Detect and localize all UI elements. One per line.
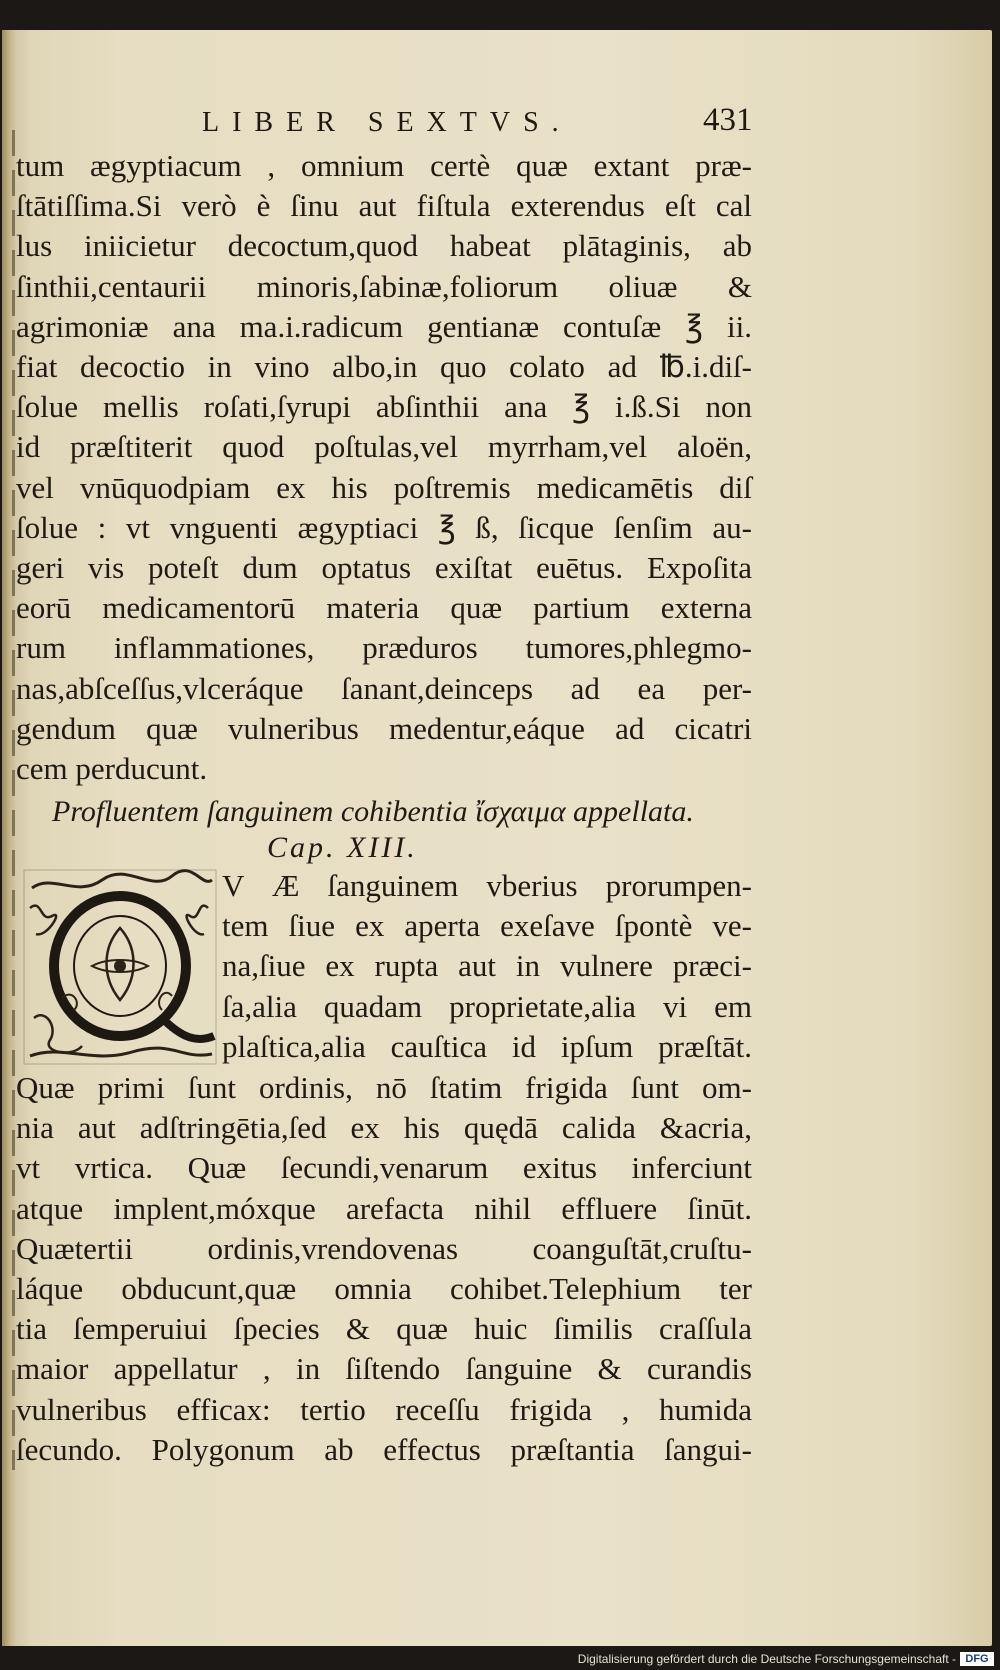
text-line: atque implent,móxque arefacta nihil effluere ſinūt. [16, 1190, 752, 1226]
funding-credit: Digitalisierung gefördert durch die Deutsche Forschungsgemeinschaft - [577, 1652, 956, 1666]
text-line: tum ægyptiacum , omnium certè quæ extant præ- [16, 148, 752, 183]
book-page [2, 30, 992, 1646]
text-line: plaſtica,alia cauſtica id ipſum præſtāt. [222, 1028, 752, 1064]
body-paragraph [16, 146, 752, 789]
text-line: vt vrtica. Quæ ſecundi,venarum exitus inferciunt [16, 1150, 752, 1186]
text-line: gendum quæ vulneribus medentur,eáque ad cicatri [16, 710, 752, 746]
text-line: eorū medicamentorū materia quæ partium externa [16, 590, 752, 626]
running-head: LIBER SEXTVS. [202, 107, 572, 138]
footer-bar [0, 1646, 1000, 1670]
section-heading: Profluentem ſanguinem cohibentia ἴσχαιμα appellata. [52, 795, 694, 828]
ornamental-initial-icon [22, 868, 218, 1066]
margin-rule [12, 130, 15, 1470]
text-line: maior appellatur , in ſiſtendo ſanguine & curandis [16, 1351, 752, 1387]
chapter-number: Cap. XIII. [267, 831, 418, 864]
text-line: V Æ ſanguinem vberius prorumpen- [222, 868, 752, 903]
text-line: na,ſiue ex rupta aut in vulnere præci- [222, 948, 752, 984]
text-line: ſinthii,centaurii minoris,ſabinæ,foliorum oliuæ & [16, 268, 752, 304]
text-line: ſa,alia quadam proprietate,alia vi em [222, 988, 752, 1024]
text-line: vel vnūquodpiam ex his poſtremis medicamētis diſ [16, 469, 752, 505]
lower-paragraph [16, 1068, 752, 1470]
text-line: tia ſemperuiui ſpecies & quæ huic ſimilis craſſula [16, 1311, 752, 1347]
text-line: vulneribus efficax: tertio receſſu frigida , humida [16, 1391, 752, 1427]
dfg-logo-icon: DFG [960, 1652, 994, 1666]
text-line: geri vis poteſt dum optatus exiſtat euētus. Expoſita [16, 550, 752, 586]
text-line: láque obducunt,quæ omnia cohibet.Telephium ter [16, 1271, 752, 1307]
text-line: cem perducunt. [16, 751, 208, 787]
text-line: Quæ primi ſunt ordinis, nō ſtatim frigida ſunt om- [16, 1070, 752, 1105]
text-line: Quætertii ordinis,vrendovenas coanguſtāt,cruſtu- [16, 1230, 752, 1266]
text-line: fiat decoctio in vino albo,in quo colato ad ℔.i.diſ- [16, 349, 752, 385]
text-line: id præſtiterit quod poſtulas,vel myrrham,vel aloën, [16, 429, 752, 465]
text-line: lus iniicietur decoctum,quod habeat plātaginis, ab [16, 228, 752, 264]
text-line: tem ſiue ex aperta exeſave ſpontè ve- [222, 908, 752, 944]
text-line: nas,abſceſſus,vlceráque ſanant,deinceps ad ea per- [16, 670, 752, 706]
text-line: ſecundo. Polygonum ab effectus præſtantia ſangui- [16, 1431, 752, 1467]
text-line: rum inflammationes, præduros tumores,phlegmo- [16, 630, 752, 666]
text-line: ſtātiſſima.Si verò è ſinu aut fiſtula exterendus eſt cal [16, 188, 752, 224]
initial-paragraph [222, 866, 752, 1067]
page-number: 431 [703, 102, 753, 138]
text-line: agrimoniæ ana ma.i.radicum gentianæ contuſæ ℥ ii. [16, 308, 752, 344]
text-line: ſolue mellis roſati,ſyrupi abſinthii ana ℥ i.ß.Si non [16, 389, 752, 425]
text-line: ſolue : vt vnguenti ægyptiaci ℥ ß, ſicque ſenſim au- [16, 509, 752, 545]
text-line: nia aut adſtringētia,ſed ex his quędā calida &acria, [16, 1110, 752, 1146]
initial-q-ornament [22, 868, 218, 1066]
